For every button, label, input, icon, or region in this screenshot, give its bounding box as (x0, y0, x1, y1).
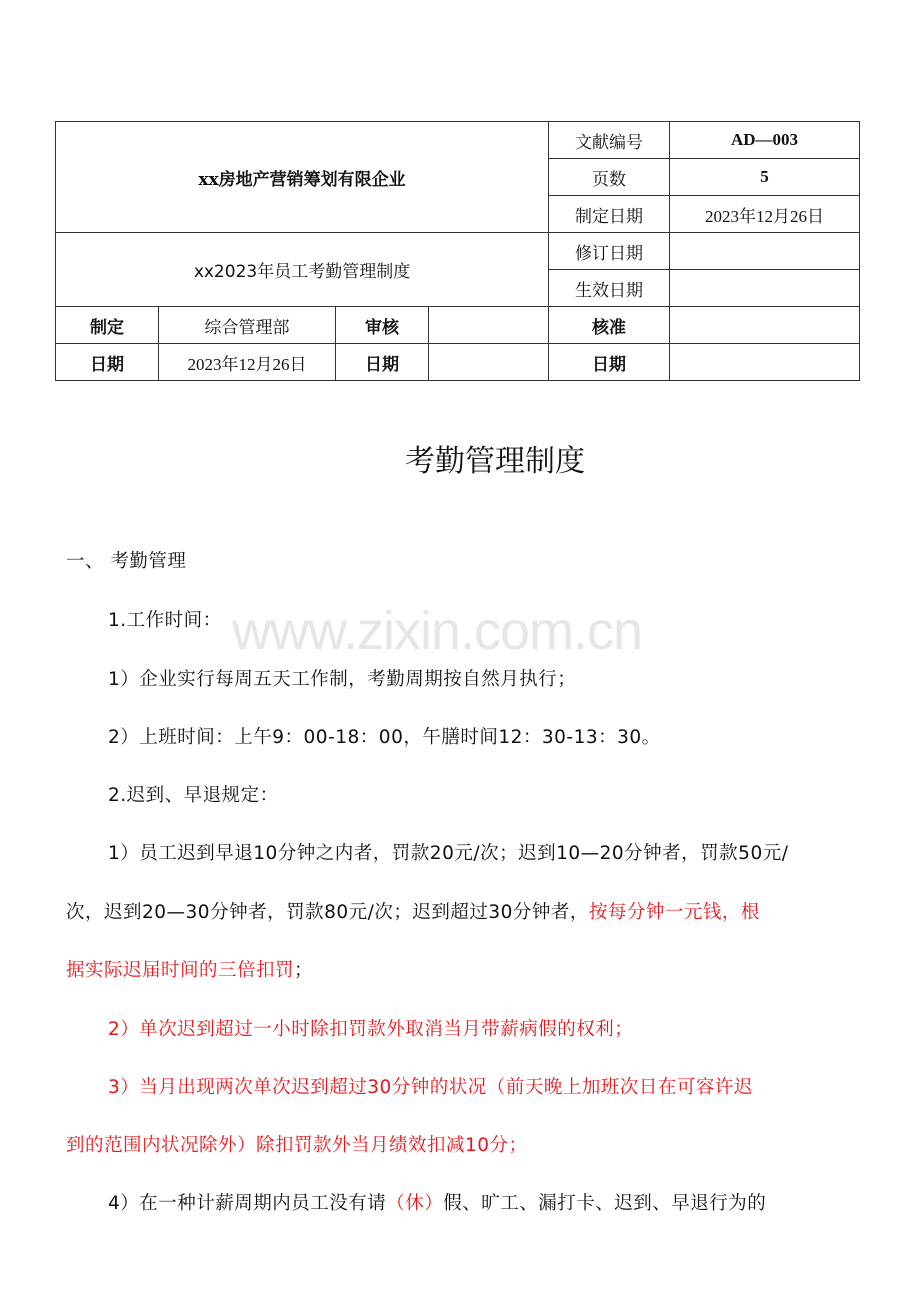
text-segment: 2）单次迟到超过一小时除扣罚款外取消当月带薪病假的权利； (108, 1019, 634, 1040)
made-by: 综合管理部 (159, 307, 336, 344)
text-line (66, 898, 760, 924)
text-segment: 4）在一种计薪周期内员工没有请 (108, 1193, 387, 1214)
text-line (108, 781, 279, 807)
text-line (108, 665, 576, 691)
made-date-label-2: 日期 (56, 344, 159, 381)
text-line (66, 547, 186, 573)
text-segment: 按每分钟一元钱，根 (588, 902, 760, 923)
text-line (66, 956, 313, 982)
pages: 5 (670, 159, 860, 196)
text-segment: 次，迟到20—30分钟者，罚款80元/次；迟到超过30分钟者， (66, 902, 589, 923)
revise-date-label: 修订日期 (549, 233, 670, 270)
doc-no-label: 文献编号 (549, 122, 670, 159)
text-line (108, 1189, 766, 1215)
text-segment: 一、 考勤管理 (66, 551, 187, 572)
review-date-label: 日期 (336, 344, 429, 381)
approve-label: 核准 (549, 307, 670, 344)
made-date-label: 制定日期 (549, 196, 670, 233)
text-segment: 假、旷工、漏打卡、迟到、早退行为的 (443, 1193, 767, 1214)
text-segment: 1）企业实行每周五天工作制，考勤周期按自然月执行； (108, 669, 577, 690)
page-title: 考勤管理制度 (405, 444, 585, 479)
text-line (108, 839, 788, 865)
made-date: 2023年12月26日 (670, 196, 860, 233)
reviewer (429, 307, 549, 344)
text-segment: （休） (386, 1193, 444, 1214)
text-segment: ； (294, 960, 314, 981)
doc-title: xx2023年员工考勤管理制度 (56, 233, 549, 307)
text-segment: 1.工作时间： (108, 610, 222, 631)
approve-date-label: 日期 (549, 344, 670, 381)
text-segment: 1）员工迟到早退10分钟之内者，罚款20元/次；迟到10—20分钟者，罚款50元/ (108, 843, 789, 864)
text-segment: 2）上班时间：上午9：00-18：00，午膳时间12：30-13：30。 (108, 727, 661, 748)
watermark: www.zixin.com.cn (232, 601, 643, 661)
revise-date (670, 233, 860, 270)
made-date-2: 2023年12月26日 (159, 344, 336, 381)
made-by-label: 制定 (56, 307, 159, 344)
text-segment: 到的范围内状况除外）除扣罚款外当月绩效扣减10分； (66, 1135, 528, 1156)
effective-date-label: 生效日期 (549, 270, 670, 307)
text-segment: 据实际迟届时间的三倍扣罚 (66, 960, 295, 981)
effective-date (670, 270, 860, 307)
text-line (66, 1131, 528, 1157)
text-segment: 3）当月出现两次单次迟到超过30分钟的状况（前天晚上加班次日在可容许迟 (108, 1077, 753, 1098)
text-line (108, 1073, 753, 1099)
pages-label: 页数 (549, 159, 670, 196)
approve-date (670, 344, 860, 381)
text-segment: 2.迟到、早退规定： (108, 785, 279, 806)
text-line (108, 606, 222, 632)
document-header-table (55, 121, 860, 381)
doc-no: AD—003 (670, 122, 860, 159)
company-name: xx房地产营销筹划有限企业 (56, 122, 549, 233)
text-line (108, 1015, 633, 1041)
review-date (429, 344, 549, 381)
review-label: 审核 (336, 307, 429, 344)
text-line (108, 723, 661, 749)
approver (670, 307, 860, 344)
